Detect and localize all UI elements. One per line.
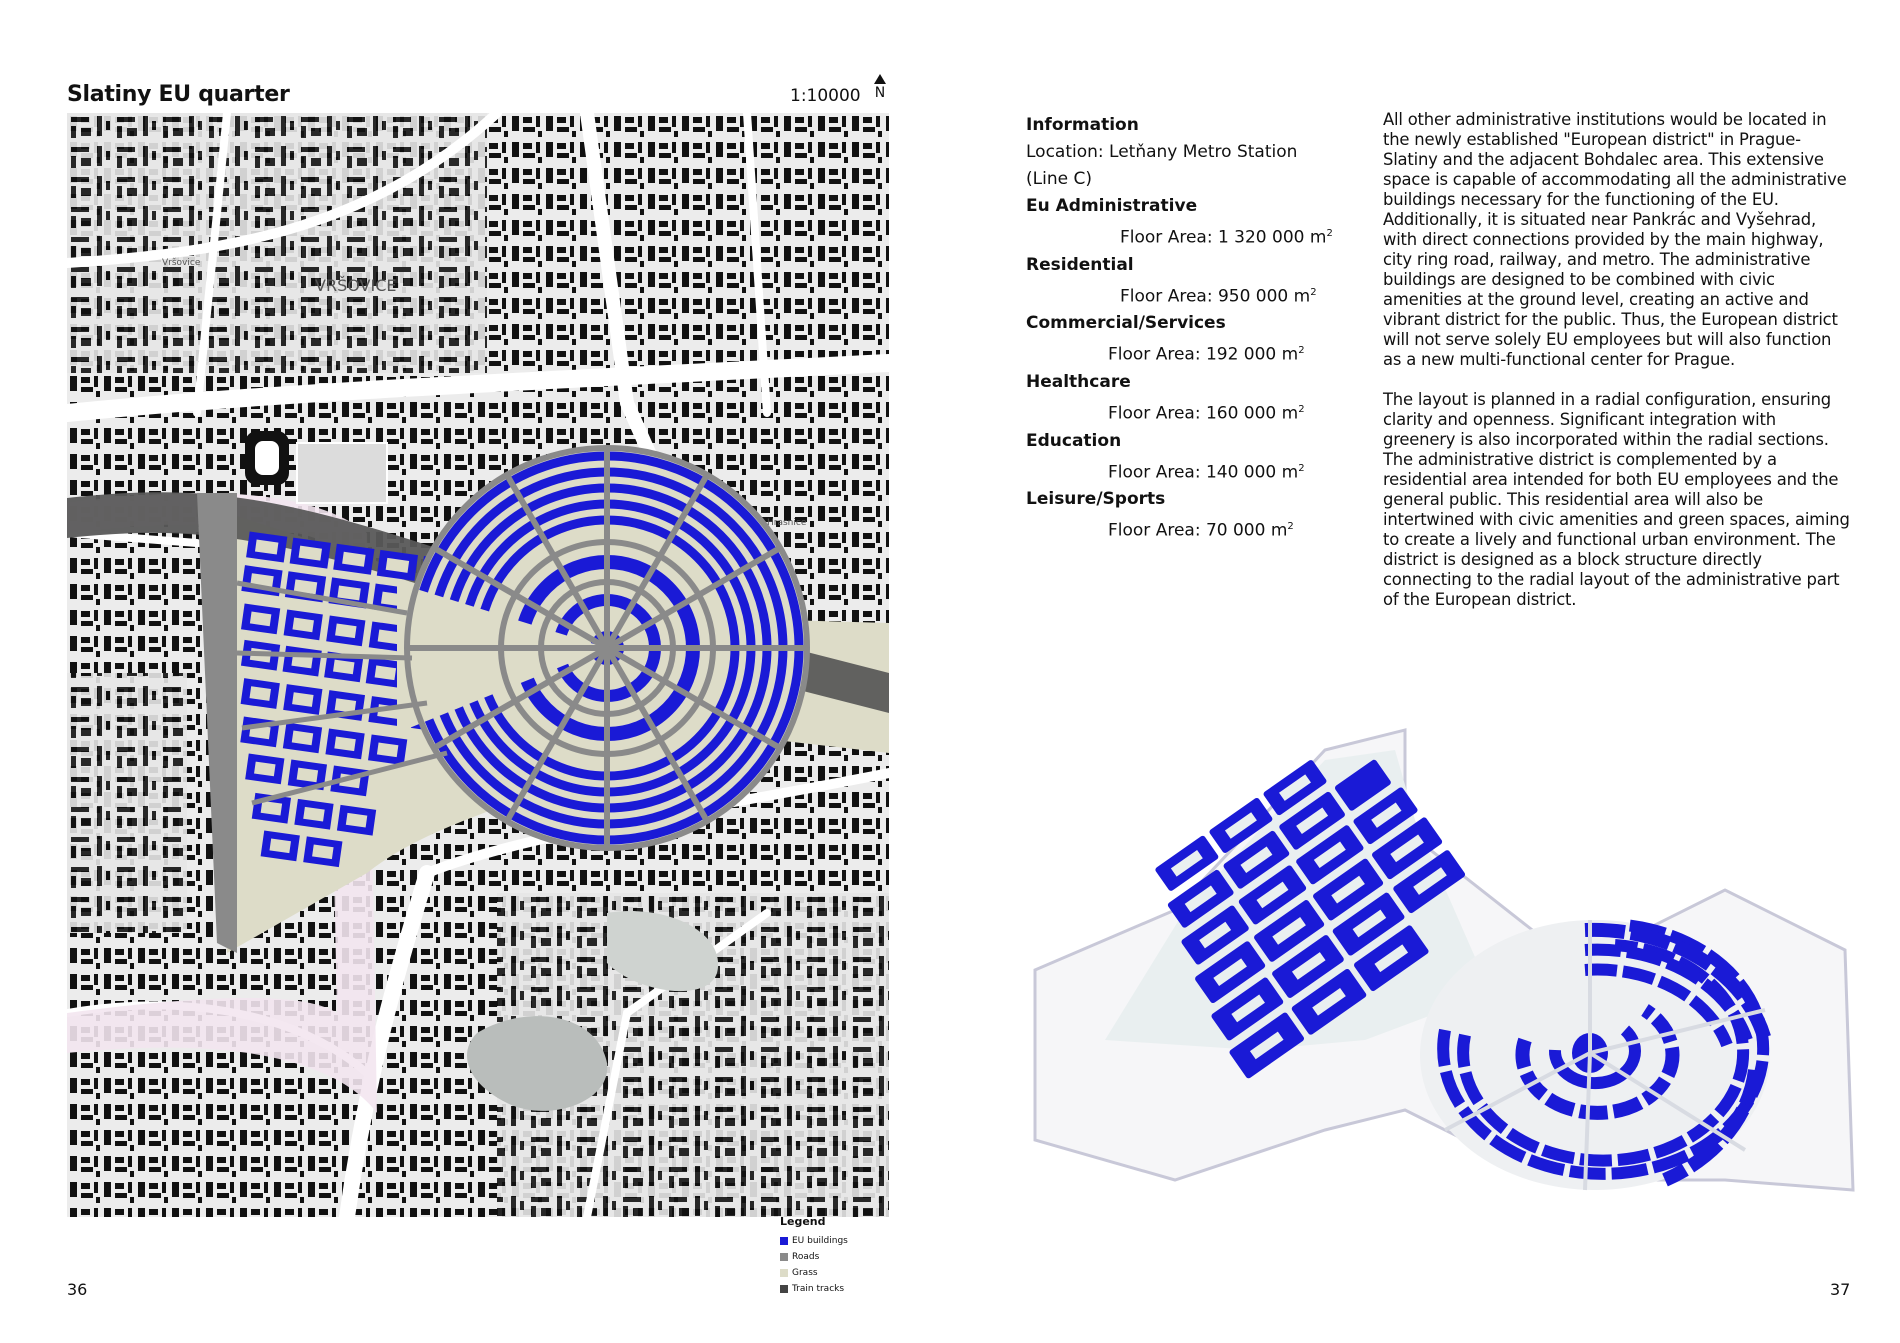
- legend-label: EU buildings: [792, 1236, 848, 1246]
- description-text: [1383, 110, 1853, 630]
- legend-item-roads: [780, 1249, 848, 1265]
- north-arrow-icon: [874, 74, 886, 84]
- category-floor-area: Floor Area: 192 000 $m^2$: [1108, 344, 1305, 365]
- legend-label: Train tracks: [792, 1284, 845, 1294]
- legend-swatch: [780, 1269, 788, 1277]
- category-name: Residential: [1026, 254, 1134, 275]
- category-floor-area: Floor Area: 70 000 $m^2$: [1108, 520, 1294, 541]
- north-label: N: [874, 85, 886, 101]
- map-label-small: Vršovice: [162, 258, 201, 268]
- legend-swatch: [780, 1237, 788, 1245]
- legend-item-train-tracks: [780, 1281, 848, 1297]
- legend-item-grass: [780, 1265, 848, 1281]
- category-name: Healthcare: [1026, 371, 1131, 392]
- category-floor-area: Floor Area: 160 000 $m^2$: [1108, 403, 1305, 424]
- legend-label: Roads: [792, 1252, 820, 1262]
- legend-item-eu-buildings: [780, 1233, 848, 1249]
- information-panel: [1026, 112, 1356, 545]
- page-number-right: 37: [1830, 1280, 1851, 1299]
- description-paragraph: The layout is planned in a radial configuration, ensuring clarity and openness. Significant integration with greenery is also incorporated within the radial sections. The administrative district is complemented by a residential area intended for both EU employees and the general public. This residential area will also be intertwined with civic amenities and green spaces, aiming to create a lively and functional urban environment. The district is designed as a block structure directly connecting to the radial layout of the administrative part of the European district.: [1383, 390, 1850, 609]
- category-name: Leisure/Sports: [1026, 489, 1166, 510]
- map-legend: [780, 1215, 848, 1297]
- page-number-left: 36: [67, 1280, 88, 1299]
- legend-swatch: [780, 1285, 788, 1293]
- location-line-2: (Line C): [1026, 169, 1092, 189]
- map-label-vrsovice: VRŠOVICE: [315, 276, 397, 295]
- map-label-hrasnice: Hrasnice: [767, 518, 807, 528]
- category-floor-area: Floor Area: 1 320 000 $m^2$: [1120, 227, 1333, 248]
- category-name: Commercial/Services: [1026, 313, 1226, 334]
- site-map: [67, 113, 889, 1217]
- category-floor-area: Floor Area: 950 000 $m^2$: [1120, 286, 1317, 307]
- legend-swatch: [780, 1253, 788, 1261]
- location-line: Location: Letňany Metro Station: [1026, 142, 1298, 162]
- category-floor-area: Floor Area: 140 000 $m^2$: [1108, 462, 1305, 483]
- information-heading: Information: [1026, 115, 1139, 135]
- map-scale: 1:10000: [790, 86, 861, 106]
- category-name: Eu Administrative: [1026, 196, 1198, 216]
- legend-title: Legend: [780, 1215, 826, 1228]
- description-paragraph: All other administrative institutions would be located in the newly established "European district" in Prague-Slatiny and the adjacent Bohdalec area. This extensive space is capable of accommodating all the administrative buildings necessary for the functioning of the EU. Additionally, it is situated near Pankrác and Vyšehrad, with direct connections provided by the main highway, city ring road, railway, and metro. The administrative buildings are designed to be combined with civic amenities at the ground level, creating an active and vibrant district for the public. Thus, the European district will not serve solely EU employees but will also function as a new multi-functional center for Prague.: [1383, 110, 1847, 369]
- legend-label: Grass: [792, 1268, 818, 1278]
- category-name: Education: [1026, 430, 1122, 451]
- north-indicator: [872, 74, 888, 100]
- 3d-model-render: [1025, 710, 1855, 1230]
- map-title: Slatiny EU quarter: [67, 82, 290, 107]
